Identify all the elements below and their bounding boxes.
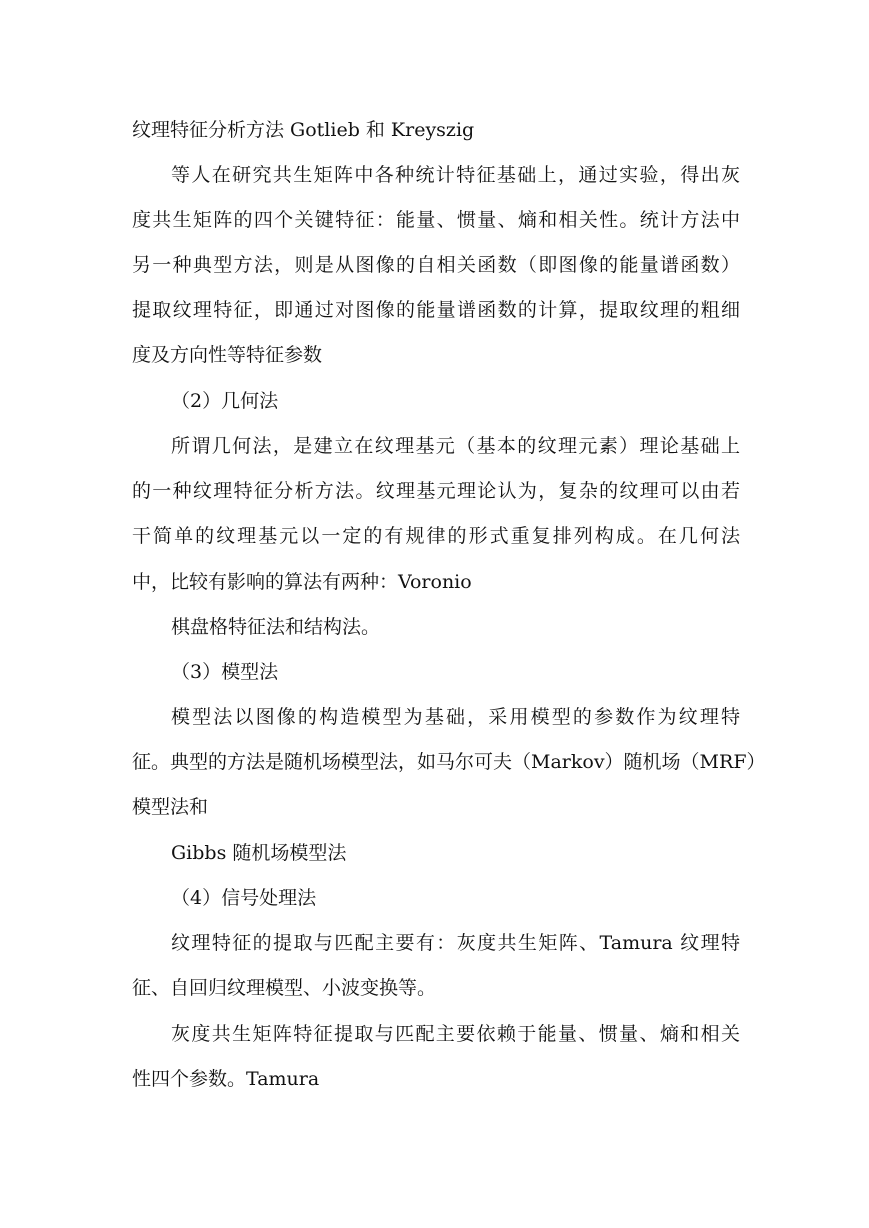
- text-line: 干简单的纹理基元以一定的有规律的形式重复排列构成。在几何法: [132, 525, 740, 547]
- text-line: 棋盘格特征法和结构法。: [171, 616, 381, 638]
- text-line: 度共生矩阵的四个关键特征：能量、惯量、熵和相关性。统计方法中: [132, 209, 740, 231]
- text-line: 征、自回归纹理模型、小波变换等。: [132, 977, 437, 999]
- section-heading: （3）模型法: [171, 661, 279, 683]
- text-line: Gibbs 随机场模型法: [171, 842, 347, 864]
- text-line: 度及方向性等特征参数: [132, 344, 323, 366]
- text-line: 所谓几何法，是建立在纹理基元（基本的纹理元素）理论基础上: [171, 435, 740, 457]
- text-line: 模型法和: [132, 796, 209, 818]
- text-line: 灰度共生矩阵特征提取与匹配主要依赖于能量、惯量、熵和相关: [171, 1023, 740, 1045]
- section-heading: （4）信号处理法: [171, 887, 317, 909]
- text-line: 征。典型的方法是随机场模型法，如马尔可夫（Markov）随机场（MRF）: [132, 751, 766, 773]
- text-line: 纹理特征分析方法 Gotlieb 和 Kreyszig: [132, 119, 475, 141]
- text-line: 的一种纹理特征分析方法。纹理基元理论认为，复杂的纹理可以由若: [132, 480, 740, 502]
- text-line: 纹理特征的提取与匹配主要有：灰度共生矩阵、Tamura 纹理特: [171, 932, 740, 954]
- section-heading: （2）几何法: [171, 390, 279, 412]
- text-line: 模型法以图像的构造模型为基础，采用模型的参数作为纹理特: [171, 706, 740, 728]
- text-line: 等人在研究共生矩阵中各种统计特征基础上，通过实验，得出灰: [171, 164, 740, 186]
- text-line: 中，比较有影响的算法有两种：Voronio: [132, 571, 472, 593]
- text-line: 提取纹理特征，即通过对图像的能量谱函数的计算，提取纹理的粗细: [132, 299, 740, 321]
- text-line: 性四个参数。Tamura: [132, 1068, 320, 1090]
- text-line: 另一种典型方法，则是从图像的自相关函数（即图像的能量谱函数）: [132, 254, 740, 276]
